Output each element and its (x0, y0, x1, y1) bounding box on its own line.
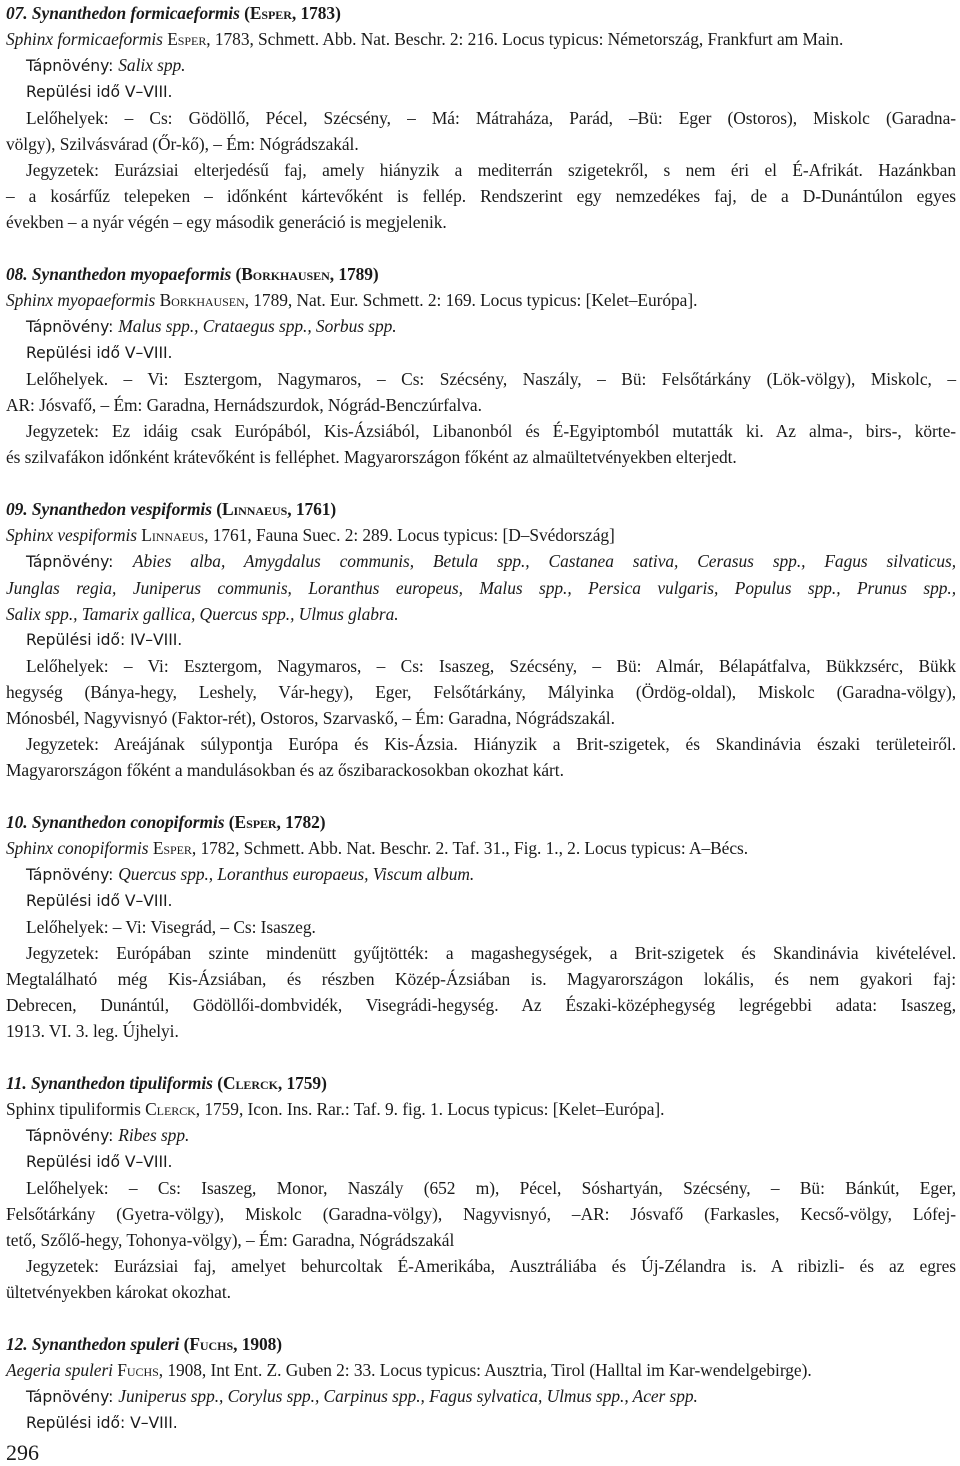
notes-line: Jegyzetek: Areájának súlypontja Európa és Kis-Ázsia. Hiányzik a Brit-szigetek, és Skandinávia északi területeiről. (26, 734, 956, 754)
species-year: 1759 (286, 1073, 322, 1093)
flight-period: Repülési idő V–VIII. (26, 344, 173, 362)
host-plants: Junglas regia, Juniperus communis, Loranthus europeus, Malus spp., Persica vulgaris, Populus spp., Prunus spp., (6, 578, 956, 598)
host-plants: Salix spp., Tamarix gallica, Quercus spp., Ulmus glabra. (6, 604, 399, 624)
species-name: Synanthedon vespiformis (31, 499, 212, 519)
species-number: 12. (6, 1334, 28, 1354)
notes-line: Debrecen, Dunántúl, Gödöllői-dombvidék, Visegrádi-hegység. Az Északi-középhegység legrégebbi adata: Isaszeg, (6, 995, 956, 1015)
citation-author: Linnaeus (141, 525, 205, 545)
host-plants-line (6, 313, 956, 340)
host-plants-line (6, 1122, 956, 1149)
species-author: Esper (249, 3, 292, 23)
species-title: 09. Synanthedon vespiformis (Linnaeus, 1761) (6, 499, 337, 519)
species-entry-09 (6, 496, 956, 783)
original-citation (6, 1357, 956, 1383)
species-title: 08. Synanthedon myopaeformis (Borkhausen, 1789) (6, 264, 379, 284)
localities-line: Mónosbél, Nagyvisnyó (Faktor-rét), Ostoros, Szarvaskő, – Ém: Garadna, Nógrádszakál. (6, 708, 615, 728)
citation-rest: , 1782, Schmett. Abb. Nat. Beschr. 2. Taf. 31., Fig. 1., 2. Locus typicus: A–Bécs. (191, 838, 749, 858)
notes-line: Jegyzetek: Eurázsiai elterjedésű faj, amely hiányzik a mediterrán szigetekről, s nem éri el É-Afrikát. Hazánkban (26, 160, 956, 180)
citation-name: Aegeria spuleri (6, 1360, 113, 1380)
localities-line: Felsőtárkány (Gyetra-völgy), Miskolc (Garadna-völgy), Nagyvisnyó, –AR: Jósvafő (Farkasles, Kecső-völgy, Lófej- (6, 1204, 956, 1224)
species-entry-10 (6, 809, 956, 1044)
notes-line: években – a nyár végén – egy második generáció is megjelenik. (6, 212, 447, 232)
flight-period: Repülési idő V–VIII. (26, 83, 173, 101)
citation-author: Clerck (145, 1099, 196, 1119)
species-title: 10. Synanthedon conopiformis (Esper, 1782) (6, 812, 326, 832)
host-plants-line (6, 52, 956, 79)
species-number: 11. (6, 1073, 27, 1093)
species-number: 10. (6, 812, 28, 832)
notes-line: Magyarországon főként a mandulásokban és az őszibarackosokban okozhat kárt. (6, 760, 564, 780)
species-author: Esper (234, 812, 277, 832)
host-plants: Ribes spp. (118, 1125, 190, 1145)
citation-name: Sphinx tipuliformis (6, 1099, 141, 1119)
citation-rest: , 1759, Icon. Ins. Rar.: Taf. 9. fig. 1. Locus typicus: [Kelet–Európa]. (195, 1099, 665, 1119)
citation-author: Esper (152, 838, 192, 858)
host-plants-line (6, 601, 956, 627)
species-number: 08. (6, 264, 28, 284)
original-citation (6, 1096, 956, 1122)
host-plants: Juniperus spp., Corylus spp., Carpinus spp., Fagus sylvatica, Ulmus spp., Acer spp. (118, 1386, 698, 1406)
species-year: 1789 (338, 264, 373, 284)
species-title: 11. Synanthedon tipuliformis (Clerck, 1759) (6, 1073, 327, 1093)
species-author: Clerck (222, 1073, 278, 1093)
species-title: 07. Synanthedon formicaeformis (Esper, 1783) (6, 3, 341, 23)
host-plants-line (6, 1383, 956, 1410)
host-label: Tápnövény: (26, 553, 133, 571)
host-label: Tápnövény: (26, 1388, 119, 1406)
citation-name: Sphinx conopiformis (6, 838, 149, 858)
host-plants-line (6, 548, 956, 575)
original-citation (6, 287, 956, 313)
species-number: 07. (6, 3, 28, 23)
species-year: 1908 (241, 1334, 277, 1354)
host-plants-line (6, 575, 956, 601)
species-entry-11 (6, 1070, 956, 1305)
notes-line: 1913. VI. 3. leg. Újhelyi. (6, 1021, 179, 1041)
localities-line: Lelőhelyek: – Cs: Gödöllő, Pécel, Szécsény, – Má: Mátraháza, Parád, –Bü: Eger (Ostoros), Miskolc (Garadna- (26, 108, 956, 128)
original-citation (6, 835, 956, 861)
citation-name: Sphinx vespiformis (6, 525, 137, 545)
species-year: 1782 (285, 812, 320, 832)
original-citation (6, 522, 956, 548)
species-name: Synanthedon formicaeformis (31, 3, 240, 23)
host-plants: Malus spp., Crataegus spp., Sorbus spp. (118, 316, 397, 336)
notes-line: ültetvényekben károkat okozhat. (6, 1282, 231, 1302)
host-label: Tápnövény: (26, 318, 119, 336)
localities-line: hegység (Bánya-hegy, Leshely, Vár-hegy), Eger, Felsőtárkány, Mályinka (Ördög-oldal), Miskolc (Garadna-völgy), (6, 682, 956, 702)
citation-name: Sphinx myopaeformis (6, 290, 156, 310)
citation-rest: , 1789, Nat. Eur. Schmett. 2: 169. Locus typicus: [Kelet–Európa]. (244, 290, 698, 310)
citation-author: Fuchs (117, 1360, 159, 1380)
flight-period: Repülési idő: IV–VIII. (26, 631, 183, 649)
citation-rest: , 1761, Fauna Suec. 2: 289. Locus typicus: [D–Svédország] (204, 525, 615, 545)
flight-period: Repülési idő: V–VIII. (26, 1414, 178, 1432)
species-author: Linnaeus (221, 499, 288, 519)
notes-line: Jegyzetek: Eurázsiai faj, amelyet behurcoltak É-Amerikába, Ausztráliába és Új-Zélandra is. A ribizli- és az egres (26, 1256, 956, 1276)
species-name: Synanthedon myopaeformis (31, 264, 232, 284)
species-name: Synanthedon conopiformis (31, 812, 225, 832)
species-year: 1761 (295, 499, 331, 519)
species-number: 09. (6, 499, 28, 519)
citation-author: Esper (167, 29, 207, 49)
host-label: Tápnövény: (26, 57, 119, 75)
citation-rest: , 1908, Int Ent. Z. Guben 2: 33. Locus typicus: Ausztria, Tirol (Halltal im Kar-wendelgebirge). (158, 1360, 812, 1380)
notes-line: Jegyzetek: Ez idáig csak Európából, Kis-Ázsiából, Libanonból és É-Egyiptomból mutatták ki. Az alma-, birs-, körte- (26, 421, 956, 441)
flight-period: Repülési idő V–VIII. (26, 1153, 173, 1171)
host-plants: Quercus spp., Loranthus europaeus, Viscum album. (118, 864, 475, 884)
species-author: Fuchs (189, 1334, 234, 1354)
localities-line: Lelőhelyek: – Vi: Esztergom, Nagymaros, – Cs: Isaszeg, Szécsény, – Bü: Almár, Bélapátfalva, Bükkzsérc, Bükk (26, 656, 956, 676)
page-number: 296 (6, 1440, 39, 1465)
host-plants-line (6, 861, 956, 888)
localities-line: völgy), Szilvásvárad (Őr-kő), – Ém: Nógrádszakál. (6, 134, 359, 154)
species-entry-12 (6, 1331, 956, 1436)
notes-line: és szilvafákon időnként krátevőként is felléphet. Magyarországon főként az almaültetvényekben elterjedt. (6, 447, 737, 467)
citation-name: Sphinx formicaeformis (6, 29, 163, 49)
localities-line: AR: Jósvafő, – Ém: Garadna, Hernádszurdok, Nógrád-Benczúrfalva. (6, 395, 482, 415)
localities-line: Lelőhelyek: – Cs: Isaszeg, Monor, Naszály (652 m), Pécel, Sóshartyán, Szécsény, – Bü: Bánkút, Eger, (26, 1178, 956, 1198)
species-name: Synanthedon tipuliformis (30, 1073, 213, 1093)
host-label: Tápnövény: (26, 866, 119, 884)
notes-line: Jegyzetek: Európában szinte mindenütt gyűjtötték: a magashegységek, a Brit-szigetek és Skandinávia kivételével. (26, 943, 956, 963)
notes-line: Megtalálható még Kis-Ázsiában, és részben Közép-Ázsiában is. Magyarországon lokális, és nem gyakori faj: (6, 969, 956, 989)
host-plants: Salix spp. (118, 55, 186, 75)
host-label: Tápnövény: (26, 1127, 119, 1145)
species-title: 12. Synanthedon spuleri (Fuchs, 1908) (6, 1334, 283, 1354)
host-plants: Abies alba, Amygdalus communis, Betula spp., Castanea sativa, Cerasus spp., Fagus silvaticus, (132, 551, 956, 571)
page (6, 0, 956, 1436)
species-name: Synanthedon spuleri (31, 1334, 180, 1354)
localities-line: tető, Szőlő-hegy, Tohonya-völgy), – Ém: Garadna, Nógrádszakál (6, 1230, 455, 1250)
notes-line: – a kosárfűz telepeken – időnként kártevőként is fellép. Rendszerint egy nemzedékes faj, de a D-Dunántúlon egyes (6, 186, 956, 206)
localities-line: Lelőhelyek: – Vi: Visegrád, – Cs: Isaszeg. (26, 917, 316, 937)
species-author: Borkhausen (241, 264, 330, 284)
citation-author: Borkhausen (159, 290, 245, 310)
localities-line: Lelőhelyek. – Vi: Esztergom, Nagymaros, – Cs: Szécsény, Naszály, – Bü: Felsőtárkány (Lök-völgy), Miskolc, – (26, 369, 956, 389)
citation-rest: , 1783, Schmett. Abb. Nat. Beschr. 2: 216. Locus typicus: Németország, Frankfurt am Main. (206, 29, 844, 49)
flight-period: Repülési idő V–VIII. (26, 892, 173, 910)
species-entry-08 (6, 261, 956, 470)
species-entry-07 (6, 0, 956, 235)
original-citation (6, 26, 956, 52)
species-year: 1783 (300, 3, 336, 23)
